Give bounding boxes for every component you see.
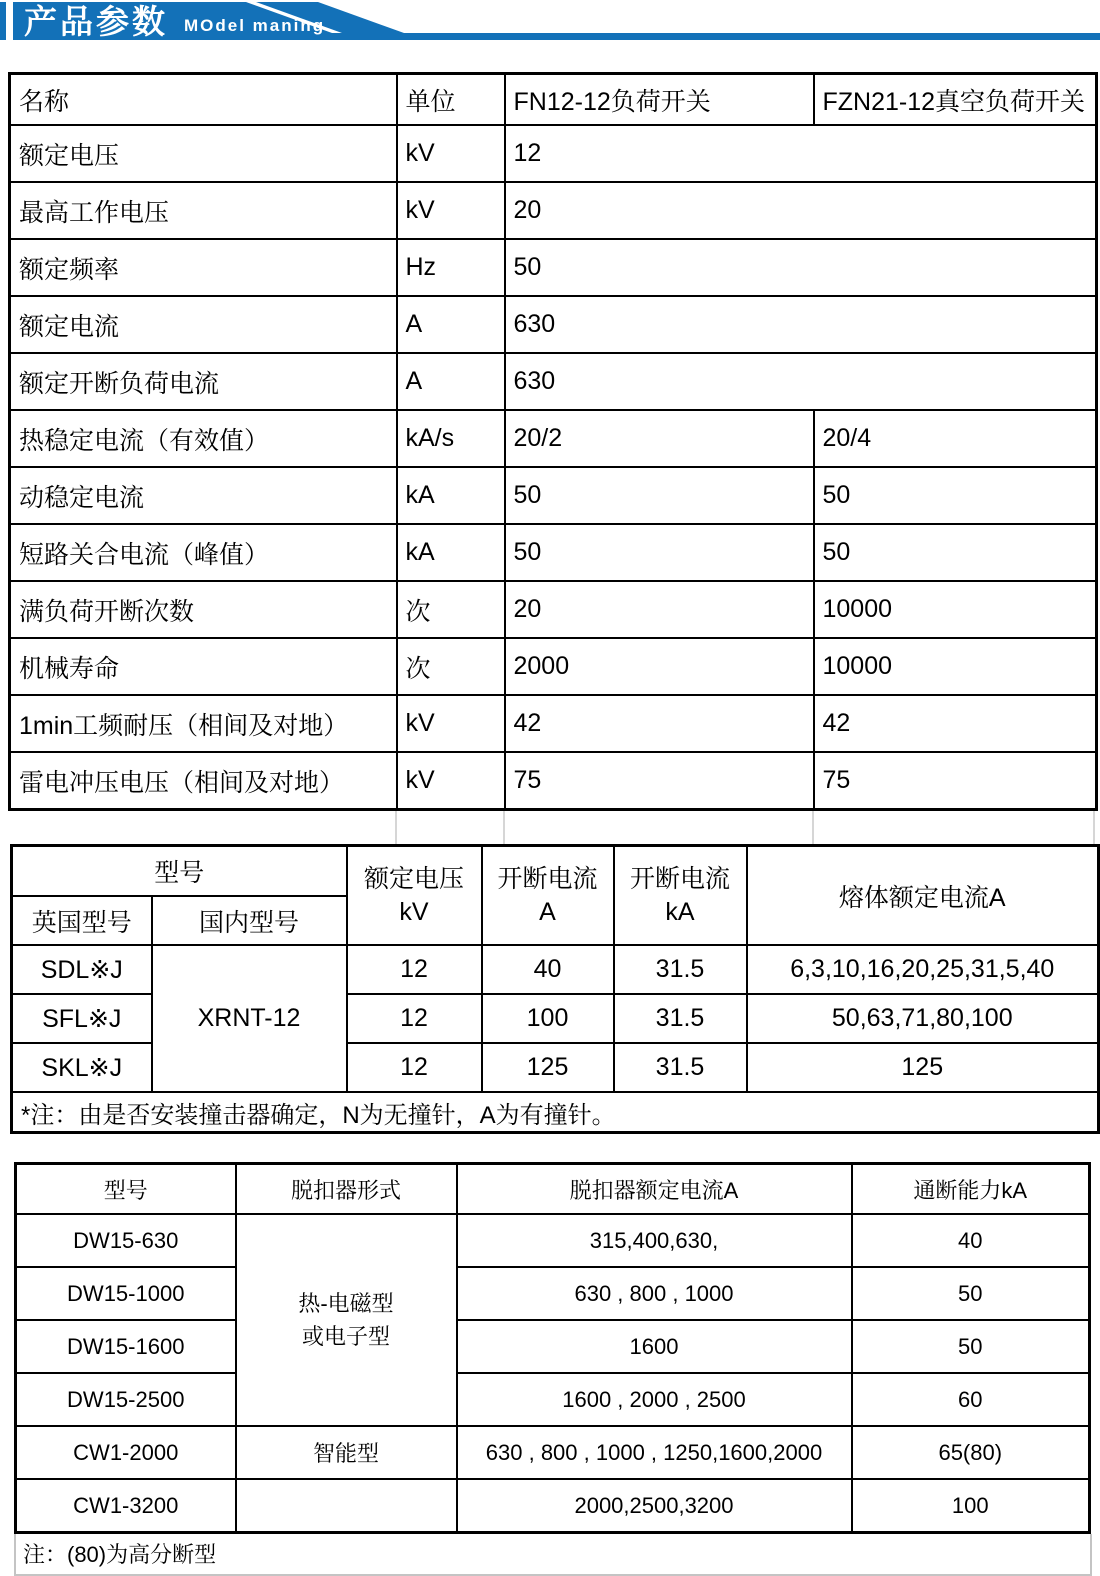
trip-type-smart: 智能型 [236,1426,457,1479]
table-row [16,1373,1090,1426]
param-unit: kV [397,752,505,810]
fuse-note: *注：由是否安装撞击器确定，N为无撞针，A为有撞针。 [12,1092,1099,1133]
breaker-capacity: 100 [852,1479,1090,1533]
parameters-header-row [10,74,1097,126]
trip-type-line: 或电子型 [301,1324,390,1349]
param-value-shared: 630 [505,353,1097,410]
table-row [10,125,1097,182]
col-header-breaking-current-ka [614,846,747,946]
trip-type-line: 热-电磁型 [298,1291,394,1316]
col-header-domestic-model: 国内型号 [152,896,347,945]
fuse-domestic-model: XRNT-12 [152,945,347,1092]
param-label: 最高工作电压 [10,182,397,239]
breaker-rated-current: 1600 [457,1320,852,1373]
artifact-line [503,811,505,844]
header-line: A [539,897,556,926]
breaker-rated-current: 630 , 800 , 1000 [457,1267,852,1320]
col-header-unit: 单位 [397,74,505,126]
breaker-rated-current: 315,400,630, [457,1214,852,1267]
artifact-line [812,811,814,844]
fuse-kv: 12 [347,945,482,994]
trip-type-empty-cell [236,1479,457,1533]
col-header-trip-rated-current: 脱扣器额定电流A [457,1164,852,1215]
page-header-banner [0,0,1100,46]
header-line: 开断电流 [630,865,731,893]
param-value-fzn21: 50 [814,467,1097,524]
breaker-rated-current: 2000,2500,3200 [457,1479,852,1533]
fuse-ka: 31.5 [614,1043,747,1092]
table-row [16,1267,1090,1320]
fuse-a: 100 [482,994,614,1043]
breaker-model: DW15-1000 [16,1267,236,1320]
fuse-kv: 12 [347,994,482,1043]
breaker-note: 注：(80)为高分断型 [14,1534,1092,1576]
param-unit: kA [397,524,505,581]
breaker-capacity: 65(80) [852,1426,1090,1479]
param-value-fzn21: 20/4 [814,410,1097,467]
param-unit: A [397,296,505,353]
param-value-fn12: 50 [505,467,814,524]
param-label: 额定频率 [10,239,397,296]
col-header-breaking-current-a [482,846,614,946]
fuse-uk-model: SFL※J [12,994,152,1043]
param-unit: Hz [397,239,505,296]
fuse-kv: 12 [347,1043,482,1092]
fuse-rated-current: 6,3,10,16,20,25,31,5,40 [747,945,1099,994]
header-line: kA [665,897,695,926]
param-value-fzn21: 50 [814,524,1097,581]
fuse-rated-current: 125 [747,1043,1099,1092]
param-value-fzn21: 10000 [814,581,1097,638]
fuse-a: 40 [482,945,614,994]
breaker-model: CW1-3200 [16,1479,236,1533]
param-label: 额定开断负荷电流 [10,353,397,410]
param-label: 短路关合电流（峰值） [10,524,397,581]
param-unit: kV [397,182,505,239]
table-row [16,1426,1090,1479]
fuse-a: 125 [482,1043,614,1092]
table-row [10,182,1097,239]
param-value-fn12: 2000 [505,638,814,695]
artifact-line [1093,811,1095,844]
param-label: 热稳定电流（有效值） [10,410,397,467]
breaker-model: DW15-1600 [16,1320,236,1373]
param-unit: kV [397,695,505,752]
col-header-model: 型号 [16,1164,236,1215]
col-header-fuse-rated-current: 熔体额定电流A [747,846,1099,946]
param-value-shared: 630 [505,296,1097,353]
fuse-uk-model: SDL※J [12,945,152,994]
param-unit: kA [397,467,505,524]
breaker-model: DW15-630 [16,1214,236,1267]
banner-left-accent-bar [0,2,6,40]
col-header-fn12: FN12-12负荷开关 [505,74,814,126]
fuse-rated-current: 50,63,71,80,100 [747,994,1099,1043]
trip-type-thermal [236,1214,457,1426]
breaker-capacity: 60 [852,1373,1090,1426]
table-row [10,467,1097,524]
table-row [10,638,1097,695]
table-row [16,1479,1090,1533]
table-row [16,1214,1090,1267]
table-row [10,524,1097,581]
fuse-header-row-1 [12,846,1099,897]
banner-underline-strip [13,33,1100,40]
param-value-fn12: 42 [505,695,814,752]
param-label: 满负荷开断次数 [10,581,397,638]
breaker-model: DW15-2500 [16,1373,236,1426]
table-row [10,296,1097,353]
param-value-shared: 12 [505,125,1097,182]
page-subtitle: MOdel maning [184,16,326,35]
header-line: kV [399,897,429,926]
breaker-rated-current: 630 , 800 , 1000 , 1250,1600,2000 [457,1426,852,1479]
param-value-fzn21: 10000 [814,638,1097,695]
breaker-header-row [16,1164,1090,1215]
param-unit: A [397,353,505,410]
param-value-fn12: 50 [505,524,814,581]
col-header-trip-type: 脱扣器形式 [236,1164,457,1215]
table-row [10,752,1097,810]
col-header-name: 名称 [10,74,397,126]
breaker-rated-current: 1600 , 2000 , 2500 [457,1373,852,1426]
param-value-fzn21: 75 [814,752,1097,810]
fuse-ka: 31.5 [614,994,747,1043]
param-value-shared: 50 [505,239,1097,296]
parameters-table [8,72,1098,811]
param-value-fn12: 75 [505,752,814,810]
table-row [10,695,1097,752]
param-label: 机械寿命 [10,638,397,695]
header-line: 开断电流 [497,865,598,893]
table-row [16,1320,1090,1373]
table-row [10,581,1097,638]
param-unit: 次 [397,638,505,695]
table-gap-artifact [8,811,1095,844]
table-row [10,353,1097,410]
col-header-fzn21: FZN21-12真空负荷开关 [814,74,1097,126]
banner-shape [0,0,1100,46]
breaker-capacity: 50 [852,1320,1090,1373]
param-value-fzn21: 42 [814,695,1097,752]
header-line: 额定电压 [364,865,465,893]
param-unit: kV [397,125,505,182]
param-value-fn12: 20 [505,581,814,638]
page-title: 产品参数 [24,3,168,40]
breaker-model: CW1-2000 [16,1426,236,1479]
param-value-shared: 20 [505,182,1097,239]
fuse-ka: 31.5 [614,945,747,994]
param-label: 额定电压 [10,125,397,182]
param-unit: 次 [397,581,505,638]
table-row [10,239,1097,296]
fuse-table [10,844,1100,1134]
param-label: 雷电冲压电压（相间及对地） [10,752,397,810]
artifact-line [395,811,397,844]
col-header-capacity: 通断能力kA [852,1164,1090,1215]
param-label: 1min工频耐压（相间及对地） [10,695,397,752]
fuse-uk-model: SKL※J [12,1043,152,1092]
fuse-note-row [12,1092,1099,1133]
table-row [12,945,1099,994]
param-label: 额定电流 [10,296,397,353]
col-header-model: 型号 [12,846,347,897]
col-header-uk-model: 英国型号 [12,896,152,945]
param-label: 动稳定电流 [10,467,397,524]
table-row [10,410,1097,467]
breaker-capacity: 40 [852,1214,1090,1267]
param-unit: kA/s [397,410,505,467]
breaker-table [14,1162,1091,1534]
breaker-capacity: 50 [852,1267,1090,1320]
col-header-rated-voltage [347,846,482,946]
param-value-fn12: 20/2 [505,410,814,467]
